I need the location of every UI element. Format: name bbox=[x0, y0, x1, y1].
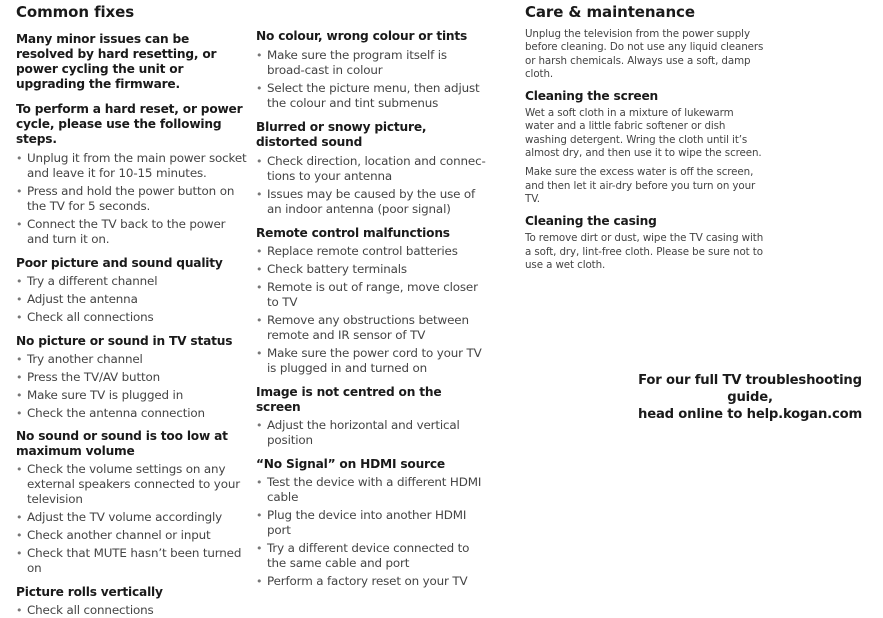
hdmi-heading: “No Signal” on HDMI source bbox=[256, 457, 445, 471]
no-picture-list bbox=[16, 352, 248, 421]
list-item: • Press and hold the power button on the TV for 5 seconds. bbox=[16, 184, 248, 214]
list-item: • Replace remote control batteries bbox=[256, 244, 486, 259]
list-item: • Check all connections bbox=[16, 310, 248, 325]
common-fixes-intro: Many minor issues can be resolved by hard resetting, or power cycling the unit or upgrading the firmware. bbox=[16, 32, 217, 91]
colour-heading: No colour, wrong colour or tints bbox=[256, 29, 468, 43]
troubleshooting-guide-note bbox=[620, 372, 880, 423]
poor-quality-heading: Poor picture and sound quality bbox=[16, 256, 223, 270]
cleaning-casing-heading: Cleaning the casing bbox=[525, 214, 657, 229]
care-intro: Unplug the television from the power supply before cleaning. Do not use any liquid cleaners or harsh chemicals. Always use a soft, damp cloth. bbox=[525, 28, 764, 80]
list-item: • Check direction, location and connec-tions to your antenna bbox=[256, 154, 486, 184]
guide-line-1: For our full TV troubleshooting guide, bbox=[638, 373, 862, 405]
list-item: • Connect the TV back to the power and turn it on. bbox=[16, 217, 248, 247]
list-item: • Try a different channel bbox=[16, 274, 248, 289]
list-item: • Check that MUTE hasn’t been turned on bbox=[16, 546, 248, 576]
list-item: • Make sure the program itself is broad-cast in colour bbox=[256, 48, 486, 78]
care-maintenance-column bbox=[525, 0, 765, 272]
care-maintenance-title: Care & maintenance bbox=[525, 3, 695, 21]
list-item: • Check the volume settings on any external speakers connected to your television bbox=[16, 462, 248, 507]
hdmi-list bbox=[256, 475, 486, 589]
list-item: • Remove any obstructions between remote and IR sensor of TV bbox=[256, 313, 486, 343]
list-item: • Make sure TV is plugged in bbox=[16, 388, 248, 403]
list-item: • Adjust the antenna bbox=[16, 292, 248, 307]
list-item: • Try another channel bbox=[16, 352, 248, 367]
list-item: • Press the TV/AV button bbox=[16, 370, 248, 385]
common-fixes-column bbox=[16, 0, 248, 618]
list-item: • Check battery terminals bbox=[256, 262, 486, 277]
list-item: • Select the picture menu, then adjust the colour and tint submenus bbox=[256, 81, 486, 111]
guide-line-2: head online to help.kogan.com bbox=[638, 407, 862, 422]
common-fixes-title: Common fixes bbox=[16, 3, 135, 21]
cleaning-screen-heading: Cleaning the screen bbox=[525, 89, 659, 104]
remote-heading: Remote control malfunctions bbox=[256, 226, 450, 240]
cleaning-casing-text: To remove dirt or dust, wipe the TV casing with a soft, dry, lint-free cloth. Please be sure not to use a wet cloth. bbox=[525, 232, 764, 271]
no-sound-heading: No sound or sound is too low at maximum volume bbox=[16, 429, 228, 458]
troubleshooting-column bbox=[256, 29, 486, 589]
blurred-list bbox=[256, 154, 486, 217]
picture-rolls-list bbox=[16, 603, 248, 618]
list-item: • Check all connections bbox=[16, 603, 248, 618]
list-item: • Check another channel or input bbox=[16, 528, 248, 543]
list-item: • Make sure the power cord to your TV is plugged in and turned on bbox=[256, 346, 486, 376]
colour-list bbox=[256, 48, 486, 111]
no-picture-heading: No picture or sound in TV status bbox=[16, 334, 233, 348]
list-item: • Adjust the TV volume accordingly bbox=[16, 510, 248, 525]
list-item: • Test the device with a different HDMI cable bbox=[256, 475, 486, 505]
list-item: • Unplug it from the main power socket and leave it for 10-15 minutes. bbox=[16, 151, 248, 181]
list-item: • Issues may be caused by the use of an indoor antenna (poor signal) bbox=[256, 187, 486, 217]
picture-rolls-heading: Picture rolls vertically bbox=[16, 585, 163, 599]
list-item: • Try a different device connected to the same cable and port bbox=[256, 541, 486, 571]
list-item: • Check the antenna connection bbox=[16, 406, 248, 421]
cleaning-screen-text-2: Make sure the excess water is off the screen, and then let it air-dry before you turn on your TV. bbox=[525, 166, 756, 205]
list-item: • Perform a factory reset on your TV bbox=[256, 574, 486, 589]
list-item: • Plug the device into another HDMI port bbox=[256, 508, 486, 538]
list-item: • Remote is out of range, move closer to TV bbox=[256, 280, 486, 310]
not-centred-list bbox=[256, 418, 486, 448]
cleaning-screen-text: Wet a soft cloth in a mixture of lukewarm water and a little fabric softener or dish washing detergent. Wring the cloth until it’s almost dry, and then use it to wipe the screen. bbox=[525, 107, 762, 160]
hard-reset-heading: To perform a hard reset, or power cycle, please use the following steps. bbox=[16, 102, 243, 146]
hard-reset-steps bbox=[16, 151, 248, 247]
list-item: • Adjust the horizontal and vertical position bbox=[256, 418, 486, 448]
remote-list bbox=[256, 244, 486, 376]
blurred-heading: Blurred or snowy picture, distorted sound bbox=[256, 120, 427, 149]
not-centred-heading: Image is not centred on the screen bbox=[256, 385, 442, 414]
poor-quality-list bbox=[16, 274, 248, 325]
no-sound-list bbox=[16, 462, 248, 576]
